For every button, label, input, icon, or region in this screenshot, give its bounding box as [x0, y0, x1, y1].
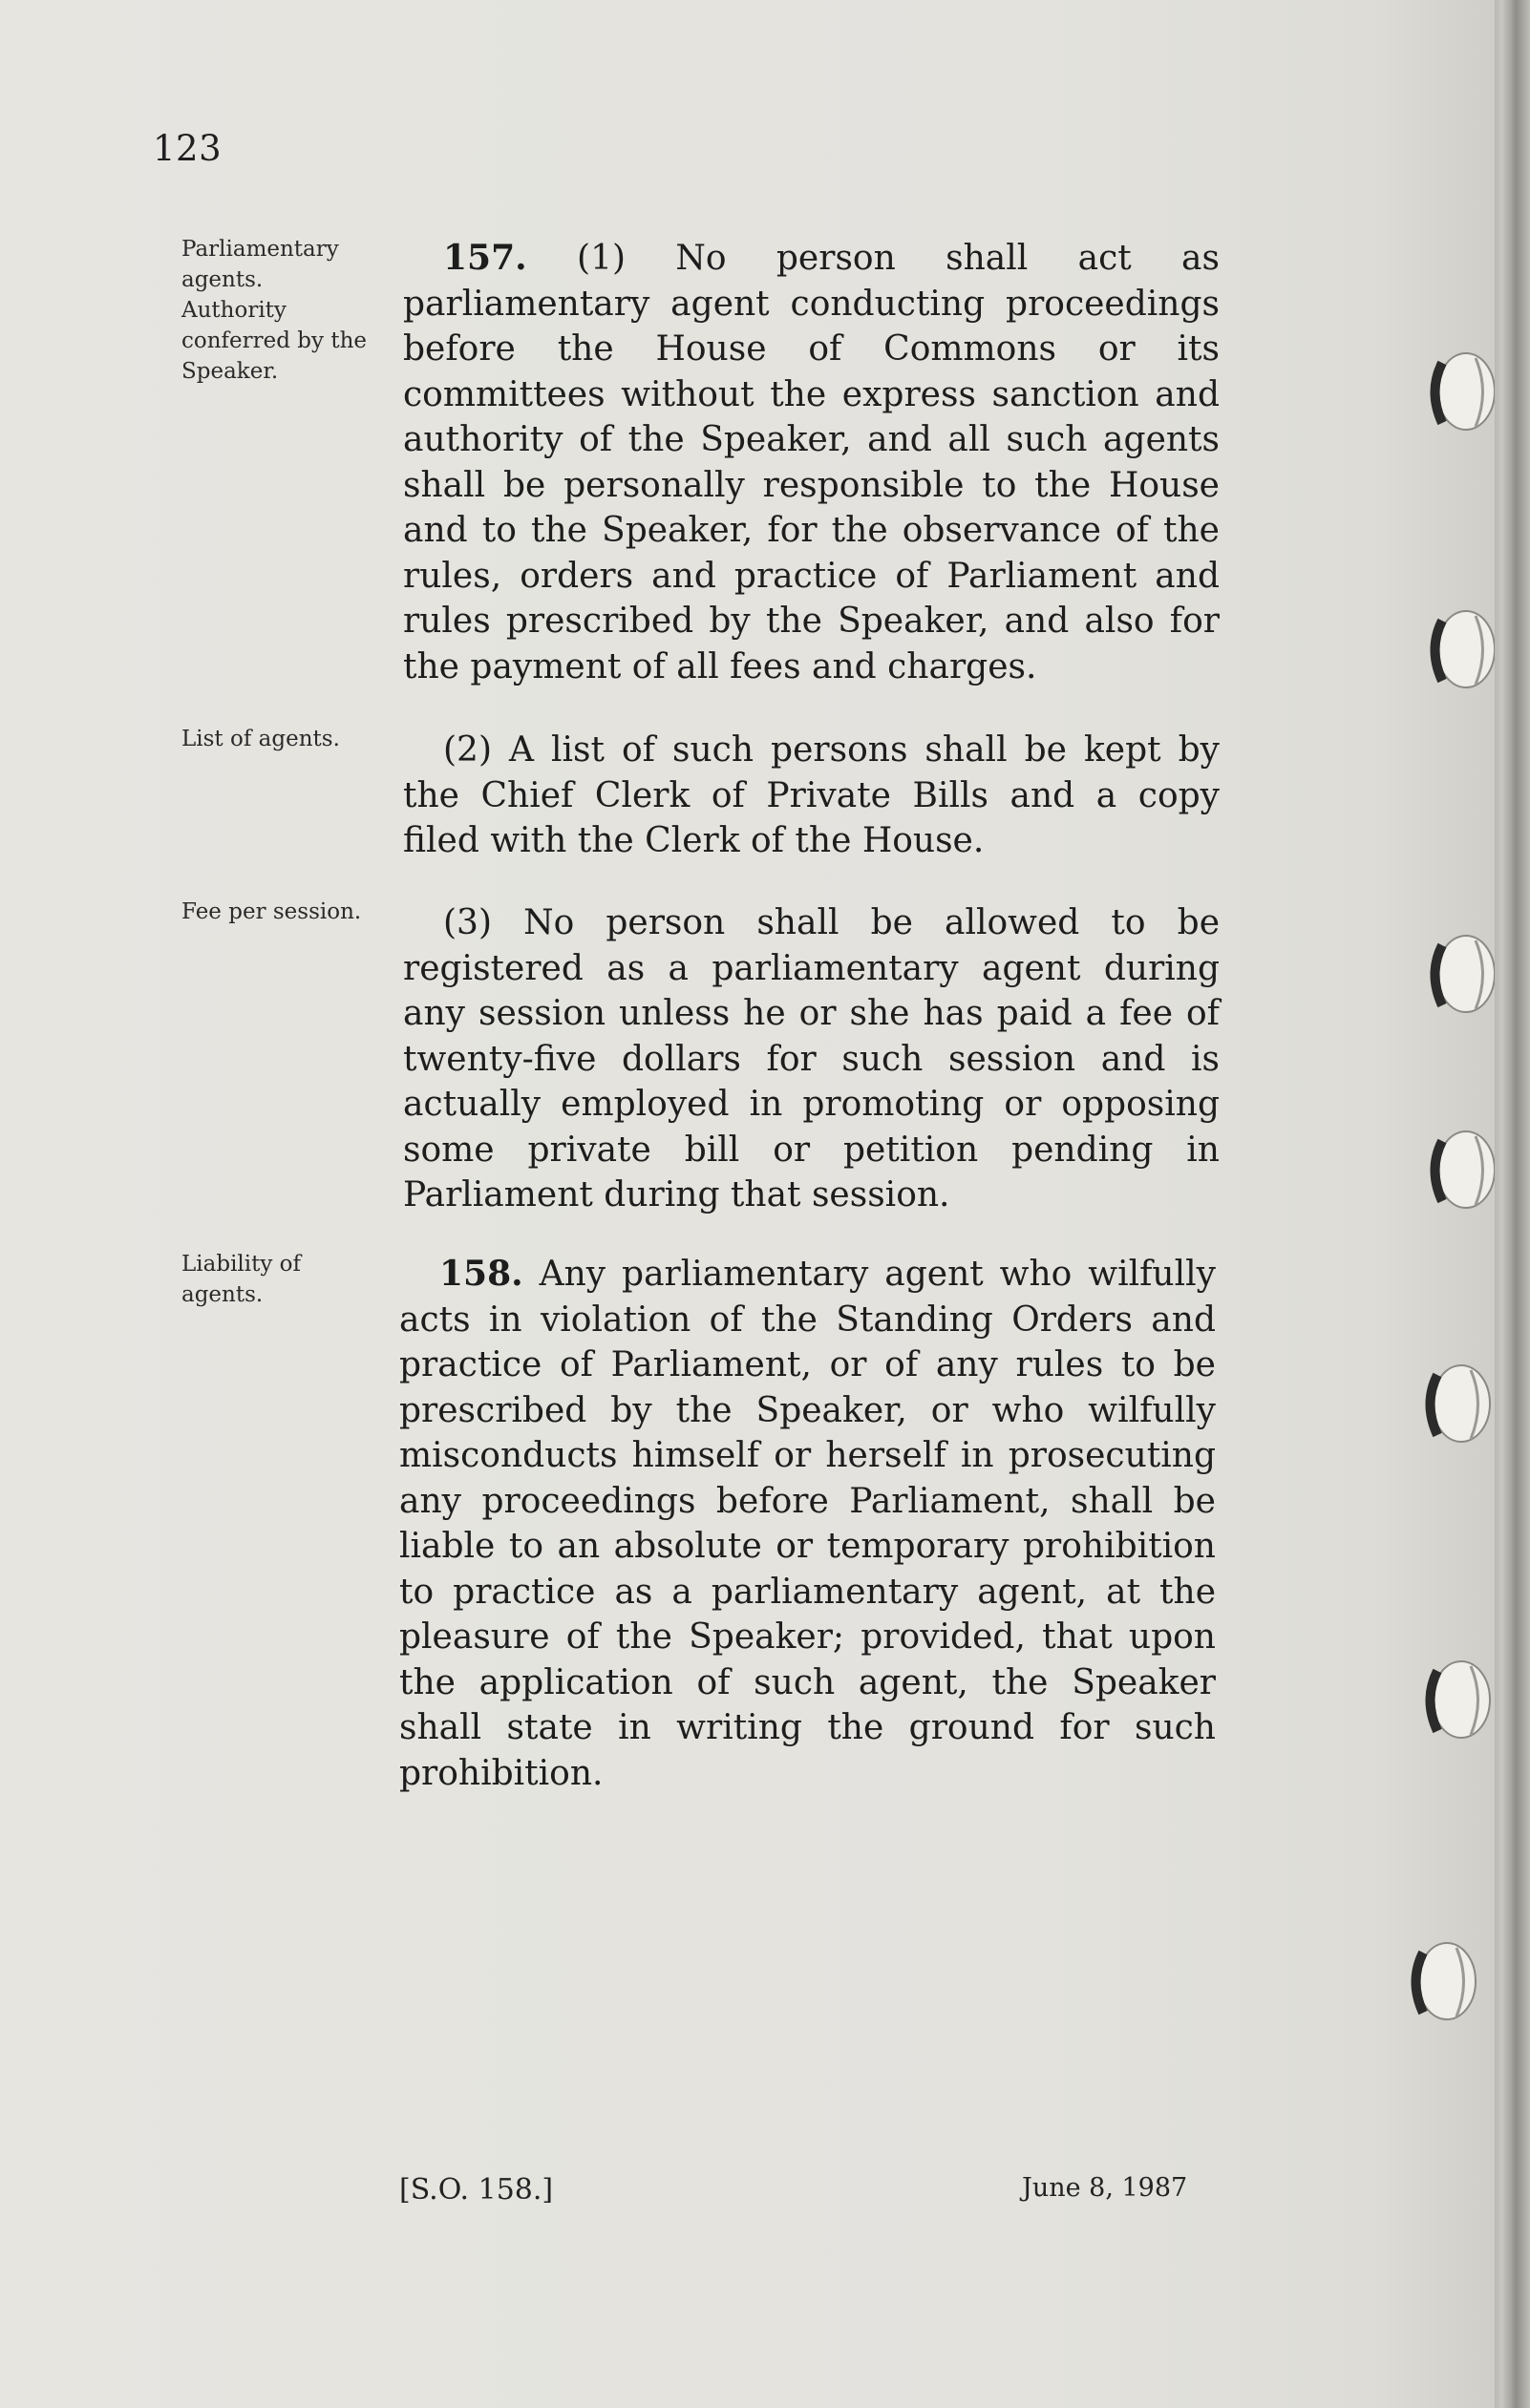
standing-order-reference: [S.O. 158.]	[399, 2173, 554, 2207]
section-number: 157.	[443, 238, 527, 278]
margin-note-liability-of-agents: Liability of agents.	[181, 1252, 302, 1307]
section-text: Any parliamentary agent who wilfully acts in violation of the Standing Orders and practice of Parliament, or of any rules to be prescribed by the Speaker, or who wilfully misconducts himself or herself in prosecuting any proceedings before Parliament, shall be liable to an absolute or temporary prohibition to practice as a parliamentary agent, at the pleasure of the Speaker; provided, that upon the application of such agent, the Speaker shall state in writing the ground for such prohibition.	[399, 1255, 1216, 1793]
binder-ring-icon	[1423, 349, 1499, 434]
margin-note-fee-per-session: Fee per session.	[181, 899, 362, 924]
margin-note-parliamentary-agents: Parliamentary agents.	[181, 237, 339, 292]
page-number: 123	[153, 128, 223, 169]
margin-note-list-of-agents: List of agents.	[181, 727, 340, 751]
page-date: June 8, 1987	[1022, 2173, 1188, 2203]
section-text: (1) No person shall act as parliamentary agent conducting proceedings before the House of Commons or its committees without the express sanction and authority of the Speaker, and all such agents shall be personally responsible to the House and to the Speaker, for the observance of the rules, orders and practice of Parliament and rules prescribed by the Speaker, and also for the payment of all fees and charges.	[403, 239, 1220, 686]
section-157-subsection-3	[403, 900, 1220, 1218]
binder-ring-icon	[1418, 1657, 1495, 1743]
section-text: (2) A list of such persons shall be kept by the Chief Clerk of Private Bills and a copy filed with the Clerk of the House.	[403, 730, 1220, 860]
binder-ring-icon	[1404, 1938, 1480, 2024]
page-edge	[1495, 0, 1530, 2408]
binder-ring-icon	[1423, 931, 1499, 1017]
binder-ring-icon	[1423, 606, 1499, 692]
binder-ring-icon	[1418, 1361, 1495, 1447]
section-number: 158.	[439, 1254, 523, 1294]
section-158	[399, 1252, 1216, 1796]
section-157-subsection-1	[403, 236, 1220, 689]
section-text: (3) No person shall be allowed to be registered as a parliamentary agent during any session unless he or she has paid a fee of twenty-five dollars for such session and is actually employed in promoting or opposing some private bill or petition pending in Parliament during that session.	[403, 903, 1220, 1215]
margin-note-authority-speaker: Authority conferred by the Speaker.	[181, 298, 367, 384]
binder-ring-icon	[1423, 1127, 1499, 1213]
section-157-subsection-2	[403, 728, 1220, 864]
